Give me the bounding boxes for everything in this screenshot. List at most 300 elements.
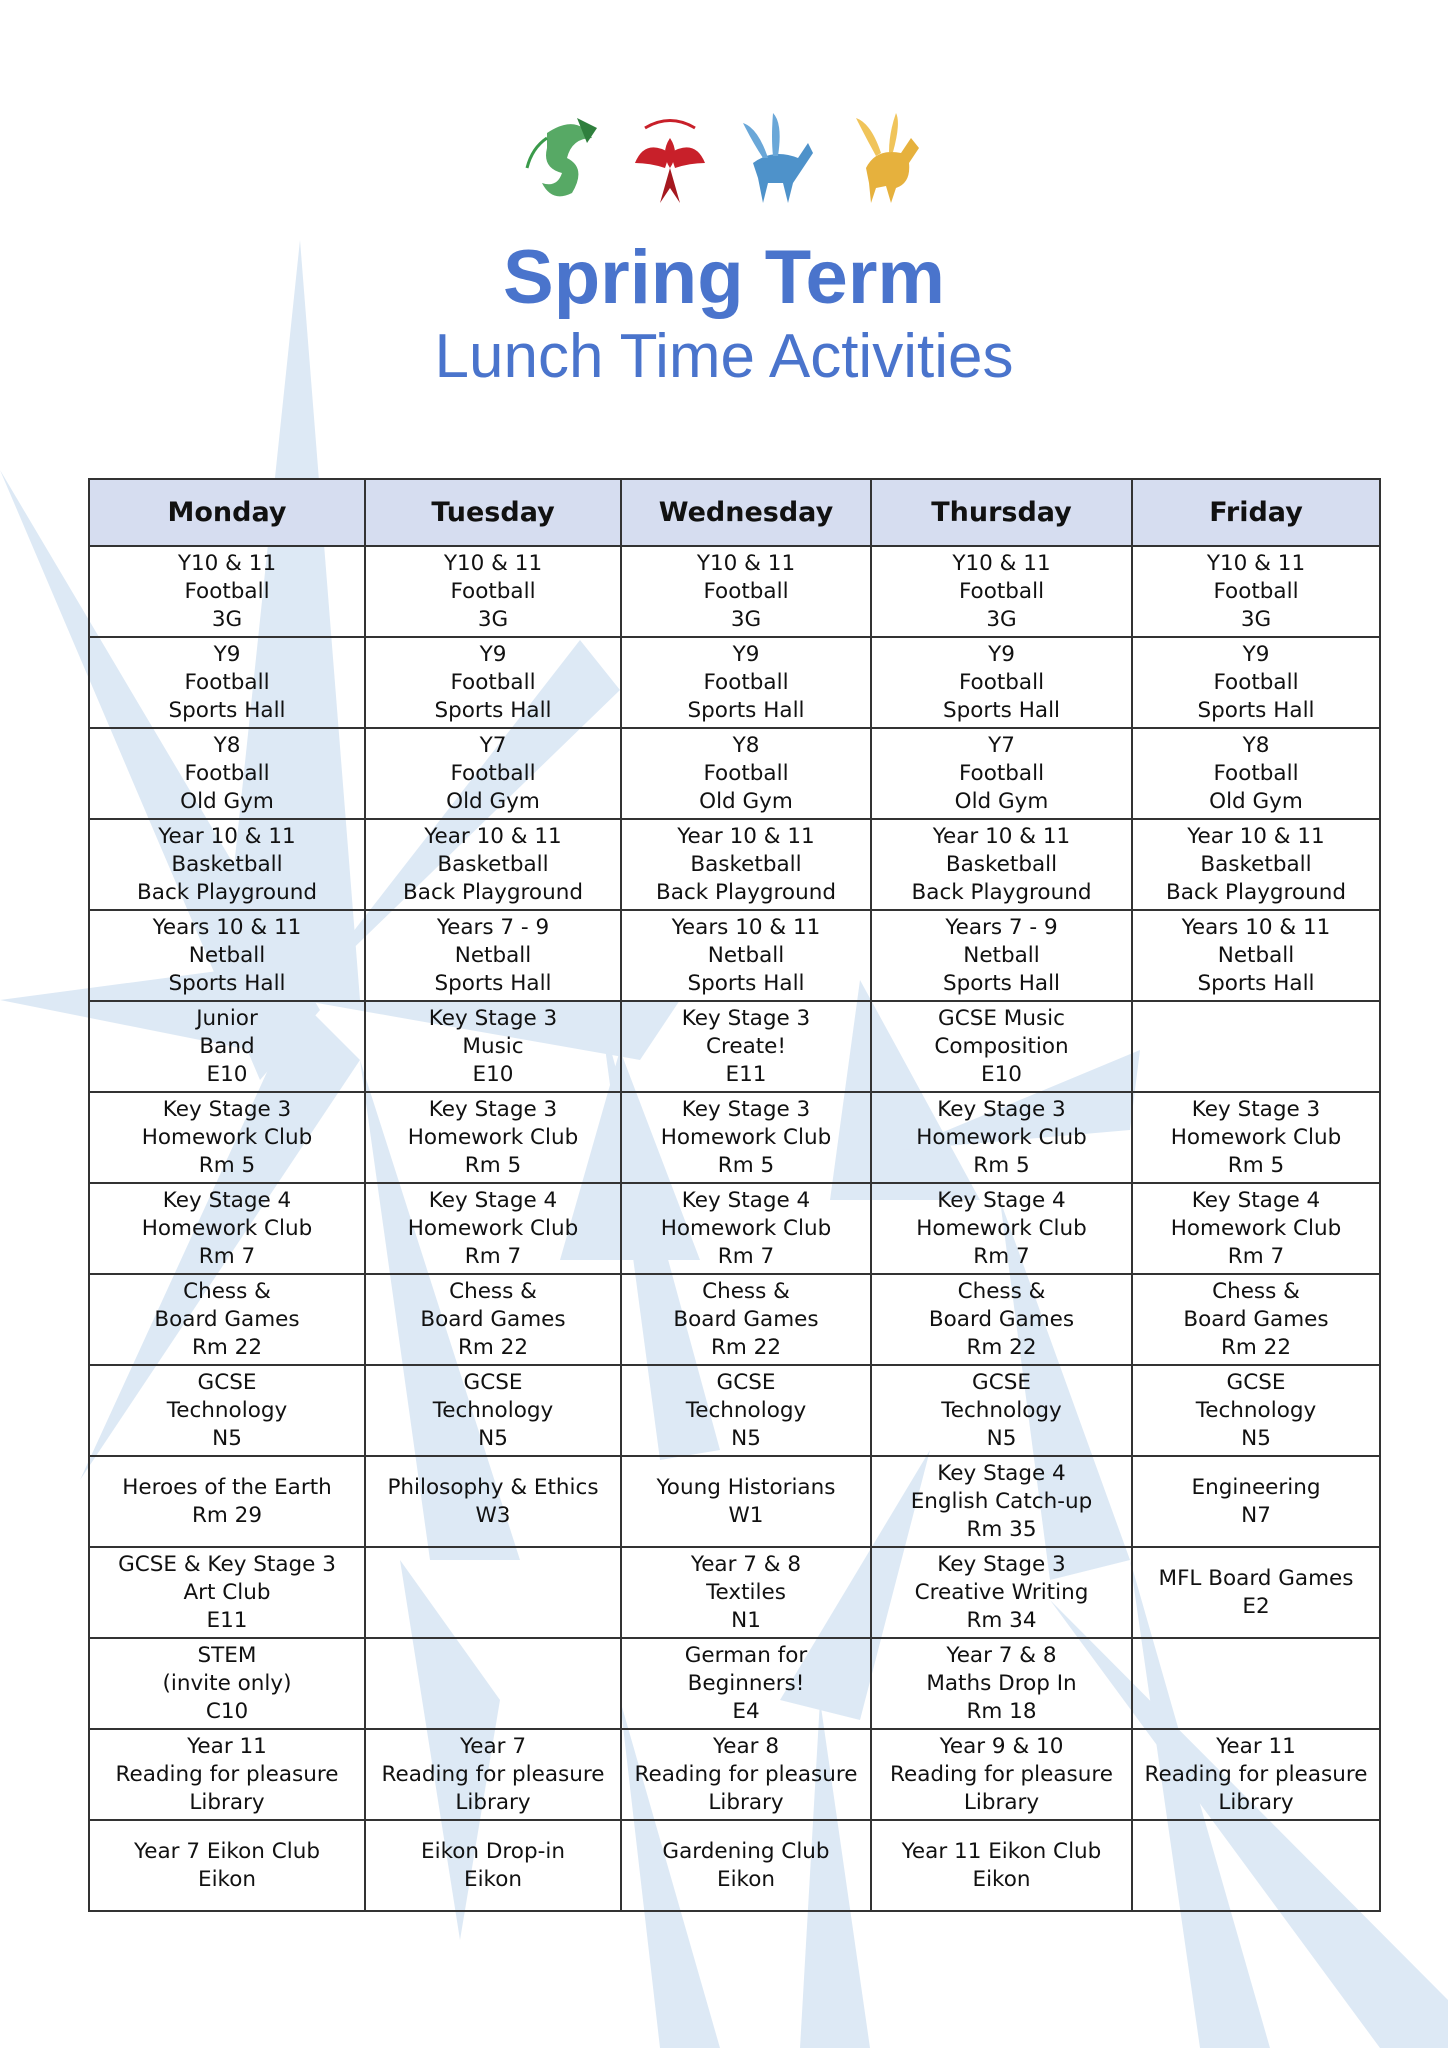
activity-line: Beginners! [687, 1670, 805, 1696]
activity-line: N5 [478, 1425, 508, 1451]
activity-line: E11 [206, 1607, 248, 1633]
activity-line: Sports Hall [687, 697, 805, 723]
activity-line: Back Playground [403, 879, 583, 905]
activity-line: Key Stage 3 [937, 1096, 1066, 1122]
activity-line: W1 [728, 1502, 764, 1528]
activity-line: Reading for pleasure [115, 1761, 339, 1787]
activity-line: Sports Hall [942, 970, 1061, 996]
activity-cell-monday [89, 910, 365, 1001]
activity-line: Key Stage 3 [937, 1551, 1066, 1577]
activity-line: Homework Club [1170, 1124, 1342, 1150]
activity-line: Technology [1195, 1397, 1317, 1423]
activity-line: Composition [934, 1033, 1069, 1059]
activity-cell-tuesday [365, 1365, 621, 1456]
activity-cell-tuesday [365, 1274, 621, 1365]
activity-cell-wednesday [621, 910, 871, 1001]
activity-cell-friday [1132, 819, 1380, 910]
activity-line: Football [703, 669, 789, 695]
activity-line: GCSE [197, 1369, 257, 1395]
activity-line: Old Gym [180, 788, 274, 814]
activity-line: Year 10 & 11 [1187, 823, 1325, 849]
page-subtitle: Lunch Time Activities [434, 322, 1014, 391]
activity-line: MFL Board Games [1158, 1565, 1354, 1591]
table-row [89, 1274, 1380, 1365]
table-row [89, 1638, 1380, 1729]
table-row [89, 1001, 1380, 1092]
activity-line: Homework Club [916, 1215, 1087, 1241]
activity-cell-friday [1132, 1183, 1380, 1274]
activity-line: Sports Hall [434, 697, 552, 723]
activity-line: Sports Hall [168, 697, 286, 723]
activity-cell-friday [1132, 1820, 1380, 1911]
activity-line: Football [450, 578, 536, 604]
activity-line: Rm 34 [966, 1607, 1037, 1633]
activity-line: Basketball [690, 851, 802, 877]
activity-cell-monday [89, 1820, 365, 1911]
activity-cell-thursday [871, 1183, 1132, 1274]
activity-cell-friday [1132, 728, 1380, 819]
timetable-body [89, 546, 1380, 1911]
activity-line: Engineering [1191, 1474, 1321, 1500]
activity-line: Year 7 Eikon Club [134, 1838, 320, 1864]
activity-line: Year 7 & 8 [690, 1551, 802, 1577]
activity-line: Heroes of the Earth [122, 1474, 332, 1500]
activity-line: Rm 18 [966, 1698, 1037, 1724]
activity-line: Homework Club [407, 1215, 579, 1241]
activity-line: Year 11 Eikon Club [901, 1838, 1102, 1864]
activity-line: Year 10 & 11 [158, 823, 296, 849]
activity-line: GCSE [463, 1369, 523, 1395]
activity-cell-tuesday [365, 1001, 621, 1092]
activity-line: Key Stage 4 [428, 1187, 558, 1213]
activity-line: GCSE [1226, 1369, 1286, 1395]
activity-line: Netball [963, 942, 1040, 968]
activity-line: Rm 22 [710, 1334, 782, 1360]
activity-line: Y8 [1242, 732, 1270, 758]
activity-line: Year 11 [187, 1733, 267, 1759]
activity-line: Football [958, 578, 1045, 604]
activity-line: N5 [986, 1425, 1017, 1451]
activity-line: Rm 22 [1220, 1334, 1292, 1360]
activity-cell-thursday [871, 1638, 1132, 1729]
activity-line: 3G [477, 606, 509, 632]
activity-line: Rm 22 [457, 1334, 529, 1360]
table-row [89, 819, 1380, 910]
activity-line: Old Gym [954, 788, 1049, 814]
activity-line: Year 7 & 8 [946, 1642, 1057, 1668]
activity-cell-monday [89, 728, 365, 819]
activity-cell-tuesday [365, 728, 621, 819]
activity-line: Y10 & 11 [177, 550, 277, 576]
activity-line: Netball [454, 942, 532, 968]
activity-line: Netball [707, 942, 785, 968]
activity-cell-thursday [871, 1365, 1132, 1456]
activity-line: N7 [1241, 1502, 1271, 1528]
activity-line: N5 [212, 1425, 242, 1451]
activity-line: Y8 [213, 732, 241, 758]
activity-line: Reading for pleasure [890, 1761, 1113, 1787]
pegasus-crest-logo [733, 108, 823, 213]
day-header-monday: Monday [89, 479, 365, 546]
table-row [89, 1729, 1380, 1820]
activity-line: Basketball [945, 851, 1058, 877]
activity-cell-thursday [871, 1547, 1132, 1638]
activity-line: GCSE Music [938, 1005, 1065, 1031]
activity-line: Chess & [957, 1278, 1046, 1304]
activity-line: Old Gym [1209, 788, 1303, 814]
activity-line: GCSE [972, 1369, 1031, 1395]
activity-line: E11 [725, 1061, 767, 1087]
table-row [89, 1365, 1380, 1456]
activity-cell-monday [89, 1001, 365, 1092]
activity-line: Key Stage 4 [937, 1460, 1066, 1486]
activity-line: Homework Club [1170, 1215, 1342, 1241]
activity-line: Basketball [437, 851, 549, 877]
activity-cell-wednesday [621, 1820, 871, 1911]
activity-line: 3G [730, 606, 762, 632]
activity-line: Football [1213, 669, 1299, 695]
activity-line: Football [450, 760, 536, 786]
activity-cell-wednesday [621, 1365, 871, 1456]
activity-line: Y10 & 11 [696, 550, 796, 576]
activity-line: Rm 7 [1227, 1243, 1285, 1269]
activity-line: 3G [211, 606, 243, 632]
activity-line: Football [184, 760, 270, 786]
activity-line: Year 10 & 11 [424, 823, 562, 849]
day-header-friday: Friday [1132, 479, 1380, 546]
day-header-wednesday: Wednesday [621, 479, 871, 546]
activity-line: Reading for pleasure [634, 1761, 858, 1787]
activity-line: Rm 7 [973, 1243, 1030, 1269]
activity-line: Music [462, 1033, 524, 1059]
activity-line: Homework Club [660, 1124, 832, 1150]
activity-cell-wednesday [621, 728, 871, 819]
activity-line: Board Games [1183, 1306, 1329, 1332]
title-block [0, 235, 1448, 391]
activity-line: Basketball [1200, 851, 1312, 877]
activity-line: Board Games [420, 1306, 566, 1332]
activity-line: Key Stage 3 [1191, 1096, 1321, 1122]
activity-line: Rm 29 [191, 1502, 263, 1528]
activity-line: Rm 5 [464, 1152, 522, 1178]
activity-line: Rm 35 [966, 1516, 1037, 1542]
activity-line: Gardening Club [662, 1838, 830, 1864]
activity-line: Key Stage 3 [681, 1005, 811, 1031]
activity-cell-wednesday [621, 1001, 871, 1092]
header-row [89, 479, 1380, 546]
activity-cell-friday [1132, 1638, 1380, 1729]
activity-line: Y7 [988, 732, 1015, 758]
activity-cell-friday [1132, 1456, 1380, 1547]
activity-cell-wednesday [621, 1729, 871, 1820]
activity-line: Year 7 [459, 1733, 527, 1759]
activity-line: Years 10 & 11 [1181, 914, 1331, 940]
activity-line: Y9 [1242, 641, 1270, 667]
activity-line: Homework Club [916, 1124, 1087, 1150]
activity-line: Year 10 & 11 [932, 823, 1071, 849]
activity-cell-tuesday [365, 1092, 621, 1183]
activity-line: 3G [1240, 606, 1272, 632]
activity-cell-tuesday [365, 1456, 621, 1547]
activity-line: Back Playground [137, 879, 317, 905]
activity-cell-monday [89, 1729, 365, 1820]
activity-cell-friday [1132, 910, 1380, 1001]
table-row [89, 546, 1380, 637]
activity-line: Sports Hall [434, 970, 552, 996]
activity-line: GCSE [716, 1369, 776, 1395]
activity-line: Back Playground [656, 879, 836, 905]
activity-line: Y7 [479, 732, 507, 758]
activity-line: Reading for pleasure [381, 1761, 605, 1787]
activity-line: Maths Drop In [926, 1670, 1077, 1696]
activity-line: Philosophy & Ethics [387, 1474, 599, 1500]
activity-line: Creative Writing [914, 1579, 1089, 1605]
activity-cell-friday [1132, 1365, 1380, 1456]
day-header-tuesday: Tuesday [365, 479, 621, 546]
activity-line: Sports Hall [687, 970, 805, 996]
activity-line: Technology [432, 1397, 554, 1423]
activity-line: Eikon [716, 1866, 776, 1892]
activity-cell-monday [89, 1274, 365, 1365]
activity-line: Chess & [1212, 1278, 1300, 1304]
activity-line: Homework Club [660, 1215, 832, 1241]
activity-line: Rm 22 [966, 1334, 1037, 1360]
activity-line: GCSE & Key Stage 3 [118, 1551, 336, 1577]
activity-line: Rm 5 [198, 1152, 256, 1178]
phoenix-crest-logo [625, 108, 715, 213]
activity-cell-wednesday [621, 637, 871, 728]
activity-line: Board Games [673, 1306, 819, 1332]
activity-line: Rm 22 [191, 1334, 263, 1360]
activity-line: Homework Club [141, 1215, 313, 1241]
activity-line: Homework Club [407, 1124, 579, 1150]
activity-cell-thursday [871, 728, 1132, 819]
activity-cell-tuesday [365, 910, 621, 1001]
activity-line: Technology [166, 1397, 288, 1423]
page-title: Spring Term [503, 235, 945, 320]
activity-line: Homework Club [141, 1124, 313, 1150]
activity-line: E2 [1242, 1593, 1270, 1619]
activity-line: Chess & [183, 1278, 271, 1304]
activity-line: Key Stage 4 [162, 1187, 292, 1213]
activity-cell-wednesday [621, 546, 871, 637]
activity-line: Reading for pleasure [1144, 1761, 1368, 1787]
activity-line: Board Games [154, 1306, 300, 1332]
activity-cell-tuesday [365, 1638, 621, 1729]
activity-line: Football [958, 669, 1045, 695]
activity-line: Old Gym [699, 788, 793, 814]
table-row [89, 1547, 1380, 1638]
activity-line: Eikon [197, 1866, 257, 1892]
activity-line: Y9 [732, 641, 760, 667]
activity-line: Library [963, 1789, 1040, 1815]
activity-line: Netball [188, 942, 266, 968]
activity-line: Years 10 & 11 [152, 914, 302, 940]
activity-cell-monday [89, 1365, 365, 1456]
activity-line: C10 [205, 1698, 249, 1724]
table-row [89, 1820, 1380, 1911]
activity-cell-friday [1132, 546, 1380, 637]
activity-cell-friday [1132, 1092, 1380, 1183]
activity-cell-tuesday [365, 819, 621, 910]
activity-line: Key Stage 3 [428, 1005, 558, 1031]
activity-line: Library [455, 1789, 531, 1815]
activity-line: Y8 [732, 732, 760, 758]
activity-line: Y10 & 11 [443, 550, 543, 576]
activity-cell-tuesday [365, 637, 621, 728]
activity-line: Back Playground [911, 879, 1092, 905]
activity-cell-wednesday [621, 1638, 871, 1729]
table-row [89, 728, 1380, 819]
house-crests [0, 108, 1448, 213]
activity-line: Technology [685, 1397, 807, 1423]
activity-line: Young Historians [656, 1474, 836, 1500]
activity-line: 3G [986, 606, 1017, 632]
activity-line: Rm 7 [717, 1243, 775, 1269]
activity-cell-monday [89, 546, 365, 637]
activity-line: Football [703, 578, 789, 604]
activity-cell-thursday [871, 1001, 1132, 1092]
activity-cell-wednesday [621, 819, 871, 910]
activity-line: Year 9 & 10 [939, 1733, 1064, 1759]
activity-line: Football [1213, 578, 1299, 604]
table-row [89, 1092, 1380, 1183]
activity-line: Rm 5 [973, 1152, 1030, 1178]
activity-line: N5 [1241, 1425, 1271, 1451]
activity-line: Junior [196, 1005, 258, 1031]
activity-cell-tuesday [365, 1729, 621, 1820]
activity-cell-friday [1132, 637, 1380, 728]
activity-line: English Catch-up [910, 1488, 1093, 1514]
activity-line: Key Stage 3 [162, 1096, 292, 1122]
table-row [89, 1183, 1380, 1274]
table-row [89, 1456, 1380, 1547]
activity-line: Y10 & 11 [1206, 550, 1306, 576]
activity-cell-thursday [871, 1092, 1132, 1183]
activity-line: Year 8 [712, 1733, 780, 1759]
activity-line: Library [1218, 1789, 1294, 1815]
activity-line: Football [450, 669, 536, 695]
activity-line: Eikon [463, 1866, 523, 1892]
activity-cell-thursday [871, 546, 1132, 637]
activity-cell-thursday [871, 1729, 1132, 1820]
activity-line: W3 [475, 1502, 511, 1528]
activity-line: E10 [981, 1061, 1022, 1087]
activity-line: Technology [941, 1397, 1062, 1423]
activity-line: Rm 5 [717, 1152, 775, 1178]
activity-line: E10 [472, 1061, 514, 1087]
activity-line: Key Stage 4 [681, 1187, 811, 1213]
activity-line: Football [184, 578, 270, 604]
activity-line: Key Stage 4 [937, 1187, 1066, 1213]
activity-cell-wednesday [621, 1092, 871, 1183]
dragon-crest-logo [517, 108, 607, 213]
activity-cell-wednesday [621, 1274, 871, 1365]
activity-cell-thursday [871, 1820, 1132, 1911]
activity-line: Textiles [706, 1579, 786, 1605]
activity-line: Years 7 - 9 [945, 914, 1058, 940]
activity-line: Y9 [213, 641, 241, 667]
activity-line: Library [189, 1789, 265, 1815]
activity-cell-friday [1132, 1001, 1380, 1092]
activity-line: German for [684, 1642, 808, 1668]
activity-line: N1 [731, 1607, 761, 1633]
activity-line: Eikon Drop-in [421, 1838, 565, 1864]
activity-cell-thursday [871, 1456, 1132, 1547]
activity-line: Sports Hall [168, 970, 286, 996]
activity-line: Football [1213, 760, 1299, 786]
day-header-thursday: Thursday [871, 479, 1132, 546]
activity-cell-wednesday [621, 1183, 871, 1274]
activity-cell-tuesday [365, 1820, 621, 1911]
activity-cell-wednesday [621, 1456, 871, 1547]
activity-cell-monday [89, 819, 365, 910]
activities-timetable [88, 478, 1381, 1912]
activity-line: Year 10 & 11 [677, 823, 815, 849]
activity-line: N5 [731, 1425, 761, 1451]
activity-cell-tuesday [365, 1547, 621, 1638]
activity-line: Sports Hall [1197, 970, 1315, 996]
activity-cell-friday [1132, 1729, 1380, 1820]
activity-cell-thursday [871, 910, 1132, 1001]
activity-line: Sports Hall [942, 697, 1061, 723]
activity-line: Rm 7 [464, 1243, 522, 1269]
activity-line: Y9 [988, 641, 1015, 667]
activity-line: Football [184, 669, 270, 695]
activity-line: Years 10 & 11 [671, 914, 821, 940]
activity-cell-wednesday [621, 1547, 871, 1638]
activity-line: Netball [1217, 942, 1295, 968]
activity-line: Key Stage 4 [1191, 1187, 1321, 1213]
activity-line: Key Stage 3 [681, 1096, 811, 1122]
activity-cell-monday [89, 1183, 365, 1274]
activity-line: Eikon [972, 1866, 1031, 1892]
activity-line: Art Club [183, 1579, 271, 1605]
activity-cell-monday [89, 1547, 365, 1638]
activity-line: Years 7 - 9 [436, 914, 550, 940]
activity-line: E10 [206, 1061, 248, 1087]
activity-line: Band [199, 1033, 255, 1059]
activity-cell-monday [89, 637, 365, 728]
activity-cell-monday [89, 1456, 365, 1547]
activity-cell-friday [1132, 1547, 1380, 1638]
activity-cell-monday [89, 1092, 365, 1183]
activity-line: Y9 [479, 641, 507, 667]
activity-line: Year 11 [1216, 1733, 1296, 1759]
activity-line: E4 [732, 1698, 760, 1724]
activity-line: Y10 & 11 [952, 550, 1051, 576]
activity-line: Create! [705, 1033, 787, 1059]
activity-line: Football [958, 760, 1045, 786]
table-row [89, 637, 1380, 728]
activity-line: Back Playground [1166, 879, 1346, 905]
activity-cell-tuesday [365, 546, 621, 637]
activity-line: STEM [197, 1642, 257, 1668]
table-row [89, 910, 1380, 1001]
activity-cell-tuesday [365, 1183, 621, 1274]
activity-line: (invite only) [162, 1670, 292, 1696]
activity-line: Rm 7 [198, 1243, 256, 1269]
activity-line: Rm 5 [1227, 1152, 1285, 1178]
activity-line: Old Gym [446, 788, 540, 814]
activity-line: Football [703, 760, 789, 786]
activity-line: Chess & [449, 1278, 537, 1304]
activity-cell-monday [89, 1638, 365, 1729]
activity-line: Sports Hall [1197, 697, 1315, 723]
activity-cell-thursday [871, 819, 1132, 910]
activity-line: Key Stage 3 [428, 1096, 558, 1122]
activity-cell-thursday [871, 1274, 1132, 1365]
